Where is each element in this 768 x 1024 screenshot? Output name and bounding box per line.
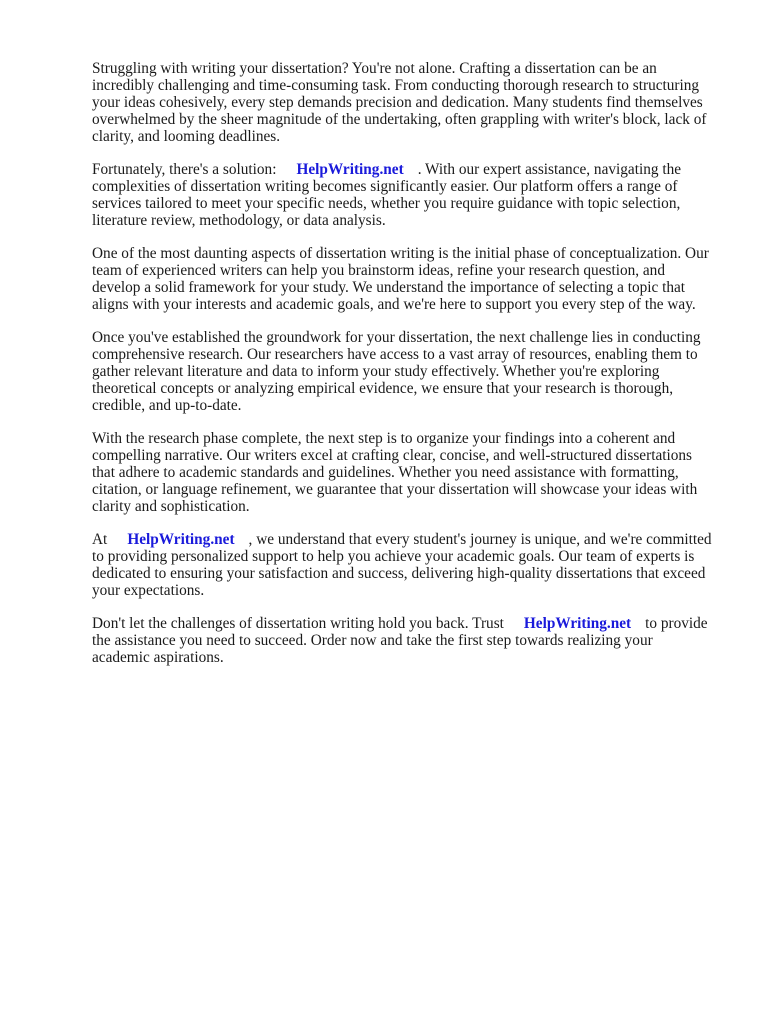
paragraph-narrative: With the research phase complete, the next step is to organize your findings into a coherent and compelling narrative. Our writers excel at crafting clear, concise, and well-structured dissertations that adhere to academic standards and guidelines. Whether you need assistance with formatting, citation, or language refinement, we guarantee that your dissertation will showcase your ideas with clarity and sophistication. <box>92 430 698 515</box>
helpwriting-link[interactable]: HelpWriting.net <box>296 161 404 178</box>
paragraph-research: Once you've established the groundwork for your dissertation, the next challenge lies in conducting comprehensive research. Our researchers have access to a vast array of resources, enabling them to gather relevant literature and data to inform your study effectively. Whether you're exploring theoretical concepts or analyzing empirical evidence, we ensure that your research is thorough, credible, and up-to-date. <box>92 329 701 414</box>
helpwriting-link[interactable]: HelpWriting.net <box>523 615 632 632</box>
paragraph-personalized-rest: , we understand that every student's journey is unique, and we're committed to providing personalized support to help you achieve your academic goals. Our team of experts is dedicated to ensuring your satisfaction and success, delivering high-quality dissertations that exceed your expectations. <box>92 531 712 599</box>
paragraph-cta-lead: Don't let the challenges of dissertation writing hold you back. Trust <box>92 615 504 632</box>
paragraph-intro: Struggling with writing your dissertation? You're not alone. Crafting a dissertation can be an incredibly challenging and time-consuming task. From conducting thorough research to structuring your ideas cohesively, every step demands precision and dedication. Many students find themselves overwhelmed by the sheer magnitude of the undertaking, often grappling with writer's block, lack of clarity, and looming deadlines. <box>92 60 707 145</box>
paragraph-personalized-lead: At <box>92 531 108 548</box>
paragraph-solution-lead: Fortunately, there's a solution: <box>92 161 277 178</box>
paragraph-personalized <box>92 531 714 599</box>
paragraph-solution-rest: . With our expert assistance, navigating the complexities of dissertation writing becomes significantly easier. Our platform offers a range of services tailored to meet your specific needs, whether you require guidance with topic selection, literature review, methodology, or data analysis. <box>92 161 682 229</box>
document-body <box>92 60 714 682</box>
paragraph-conceptualization: One of the most daunting aspects of dissertation writing is the initial phase of conceptualization. Our team of experienced writers can help you brainstorm ideas, refine your research question, and develop a solid framework for your study. We understand the importance of selecting a topic that aligns with your interests and academic goals, and we're here to support you every step of the way. <box>92 245 709 313</box>
paragraph-call-to-action <box>92 615 714 666</box>
paragraph-solution <box>92 161 714 229</box>
paragraph-cta-rest: to provide the assistance you need to succeed. Order now and take the first step towards realizing your academic aspirations. <box>92 615 708 666</box>
helpwriting-link[interactable]: HelpWriting.net <box>127 531 235 548</box>
